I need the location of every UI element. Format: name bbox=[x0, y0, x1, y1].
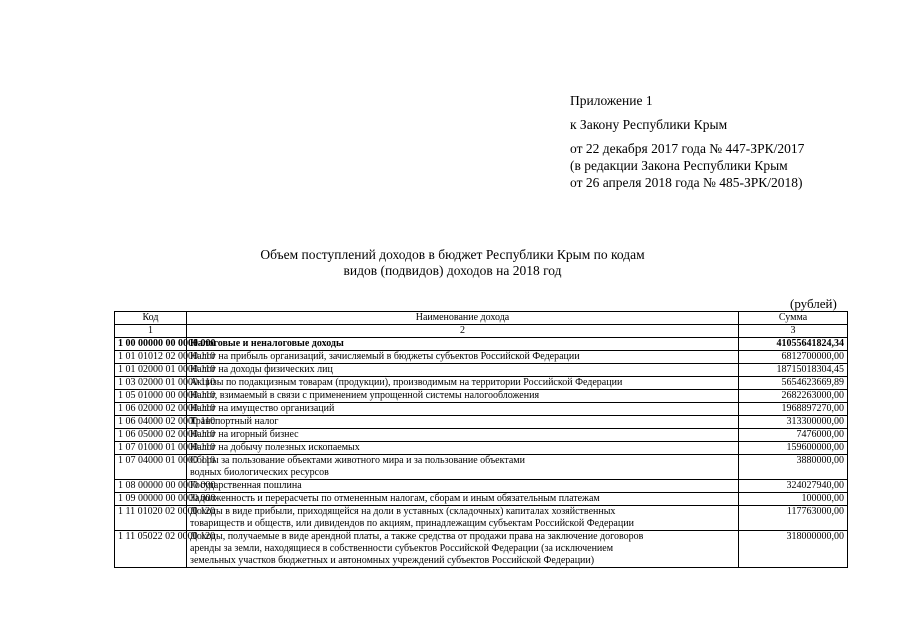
table-row bbox=[115, 403, 848, 416]
row-name: Налог на добычу полезных ископаемых bbox=[187, 442, 739, 455]
row-sum: 318000000,00 bbox=[739, 531, 848, 568]
annex-block bbox=[570, 92, 804, 191]
col-number-2: 2 bbox=[187, 325, 739, 338]
annex-edition: (в редакции Закона Республики Крым bbox=[570, 158, 788, 173]
row-sum: 324027940,00 bbox=[739, 480, 848, 493]
row-sum: 18715018304,45 bbox=[739, 364, 848, 377]
row-name: Налог на прибыль организаций, зачисляемый в бюджеты субъектов Российской Федерации bbox=[187, 351, 739, 364]
row-code: 1 09 00000 00 0000 000 bbox=[115, 493, 187, 506]
row-name: Налог, взимаемый в связи с применением упрощенной системы налогообложения bbox=[187, 390, 739, 403]
header-name: Наименование дохода bbox=[187, 312, 739, 325]
table-row bbox=[115, 416, 848, 429]
row-code: 1 11 05022 02 0000 120 bbox=[115, 531, 187, 568]
row-sum: 6812700000,00 bbox=[739, 351, 848, 364]
row-code: 1 00 00000 00 0000 000 bbox=[115, 338, 187, 351]
table-header-row bbox=[115, 312, 848, 325]
row-code: 1 01 01012 02 0000 110 bbox=[115, 351, 187, 364]
row-sum: 1968897270,00 bbox=[739, 403, 848, 416]
row-name-line: земельных участков бюджетных и автономных учреждений субъектов Российской Федерации) bbox=[190, 555, 595, 566]
col-number-1: 1 bbox=[115, 325, 187, 338]
table-row bbox=[115, 377, 848, 390]
row-name bbox=[187, 506, 739, 531]
units-label: (рублей) bbox=[790, 296, 837, 311]
row-sum: 3880000,00 bbox=[739, 455, 848, 480]
table-row bbox=[115, 455, 848, 480]
table-row bbox=[115, 338, 848, 351]
row-sum: 159600000,00 bbox=[739, 442, 848, 455]
row-name: Налог на доходы физических лиц bbox=[187, 364, 739, 377]
revenue-table bbox=[114, 311, 848, 568]
row-name bbox=[187, 455, 739, 480]
row-sum: 313300000,00 bbox=[739, 416, 848, 429]
table-row bbox=[115, 442, 848, 455]
row-sum: 100000,00 bbox=[739, 493, 848, 506]
table-row bbox=[115, 429, 848, 442]
row-name-line: Сборы за пользование объектами животного мира и за пользование объектами bbox=[190, 455, 525, 466]
row-name-line: товариществ и обществ, или дивидендов по акциям, принадлежащим субъектам Российской Федерации bbox=[190, 518, 634, 529]
row-name: Налог на имущество организаций bbox=[187, 403, 739, 416]
row-name: Задолженность и перерасчеты по отмененным налогам, сборам и иным обязательным платежам bbox=[187, 493, 739, 506]
row-code: 1 06 02000 02 0000 110 bbox=[115, 403, 187, 416]
row-code: 1 05 01000 00 0000 110 bbox=[115, 390, 187, 403]
row-sum: 7476000,00 bbox=[739, 429, 848, 442]
row-sum: 5654623669,89 bbox=[739, 377, 848, 390]
table-row bbox=[115, 364, 848, 377]
annex-date: от 22 декабря 2017 года № 447-ЗРК/2017 bbox=[570, 141, 805, 156]
table-row bbox=[115, 506, 848, 531]
row-name: Налог на игорный бизнес bbox=[187, 429, 739, 442]
header-sum: Сумма bbox=[739, 312, 848, 325]
title-line-1: Объем поступлений доходов в бюджет Республики Крым по кодам bbox=[260, 247, 645, 262]
row-code: 1 07 04000 01 0000 110 bbox=[115, 455, 187, 480]
row-code: 1 03 02000 01 0000 110 bbox=[115, 377, 187, 390]
row-name: Акцизы по подакцизным товарам (продукции), производимым на территории Российской Федерации bbox=[187, 377, 739, 390]
table-row bbox=[115, 390, 848, 403]
row-sum: 41055641824,34 bbox=[739, 338, 848, 351]
row-name: Налоговые и неналоговые доходы bbox=[187, 338, 739, 351]
row-code: 1 07 01000 01 0000 110 bbox=[115, 442, 187, 455]
table-row bbox=[115, 531, 848, 568]
annex-edition-date: от 26 апреля 2018 года № 485-ЗРК/2018) bbox=[570, 175, 803, 190]
table-row bbox=[115, 480, 848, 493]
row-name bbox=[187, 531, 739, 568]
row-code: 1 01 02000 01 0000 110 bbox=[115, 364, 187, 377]
row-name-line: водных биологических ресурсов bbox=[190, 467, 329, 478]
column-number-row bbox=[115, 325, 848, 338]
header-code: Код bbox=[115, 312, 187, 325]
row-code: 1 11 01020 02 0000 120 bbox=[115, 506, 187, 531]
row-sum: 117763000,00 bbox=[739, 506, 848, 531]
row-name: Транспортный налог bbox=[187, 416, 739, 429]
table-row bbox=[115, 493, 848, 506]
row-sum: 2682263000,00 bbox=[739, 390, 848, 403]
row-name-line: Доходы в виде прибыли, приходящейся на доли в уставных (складочных) капиталах хозяйственных bbox=[190, 506, 616, 517]
title-line-2: видов (подвидов) доходов на 2018 год bbox=[343, 263, 562, 278]
document-title bbox=[0, 247, 905, 279]
row-name-line: аренды за земли, находящиеся в собственности субъектов Российской Федерации (за исключением bbox=[190, 543, 614, 554]
row-code: 1 06 04000 02 0000 110 bbox=[115, 416, 187, 429]
row-name-line: Доходы, получаемые в виде арендной платы, а также средства от продажи права на заключение договоров bbox=[190, 531, 644, 542]
row-name: Государственная пошлина bbox=[187, 480, 739, 493]
col-number-3: 3 bbox=[739, 325, 848, 338]
row-code: 1 06 05000 02 0000 110 bbox=[115, 429, 187, 442]
annex-title: Приложение 1 bbox=[570, 93, 653, 108]
row-code: 1 08 00000 00 0000 000 bbox=[115, 480, 187, 493]
annex-law: к Закону Республики Крым bbox=[570, 117, 728, 132]
table-row bbox=[115, 351, 848, 364]
